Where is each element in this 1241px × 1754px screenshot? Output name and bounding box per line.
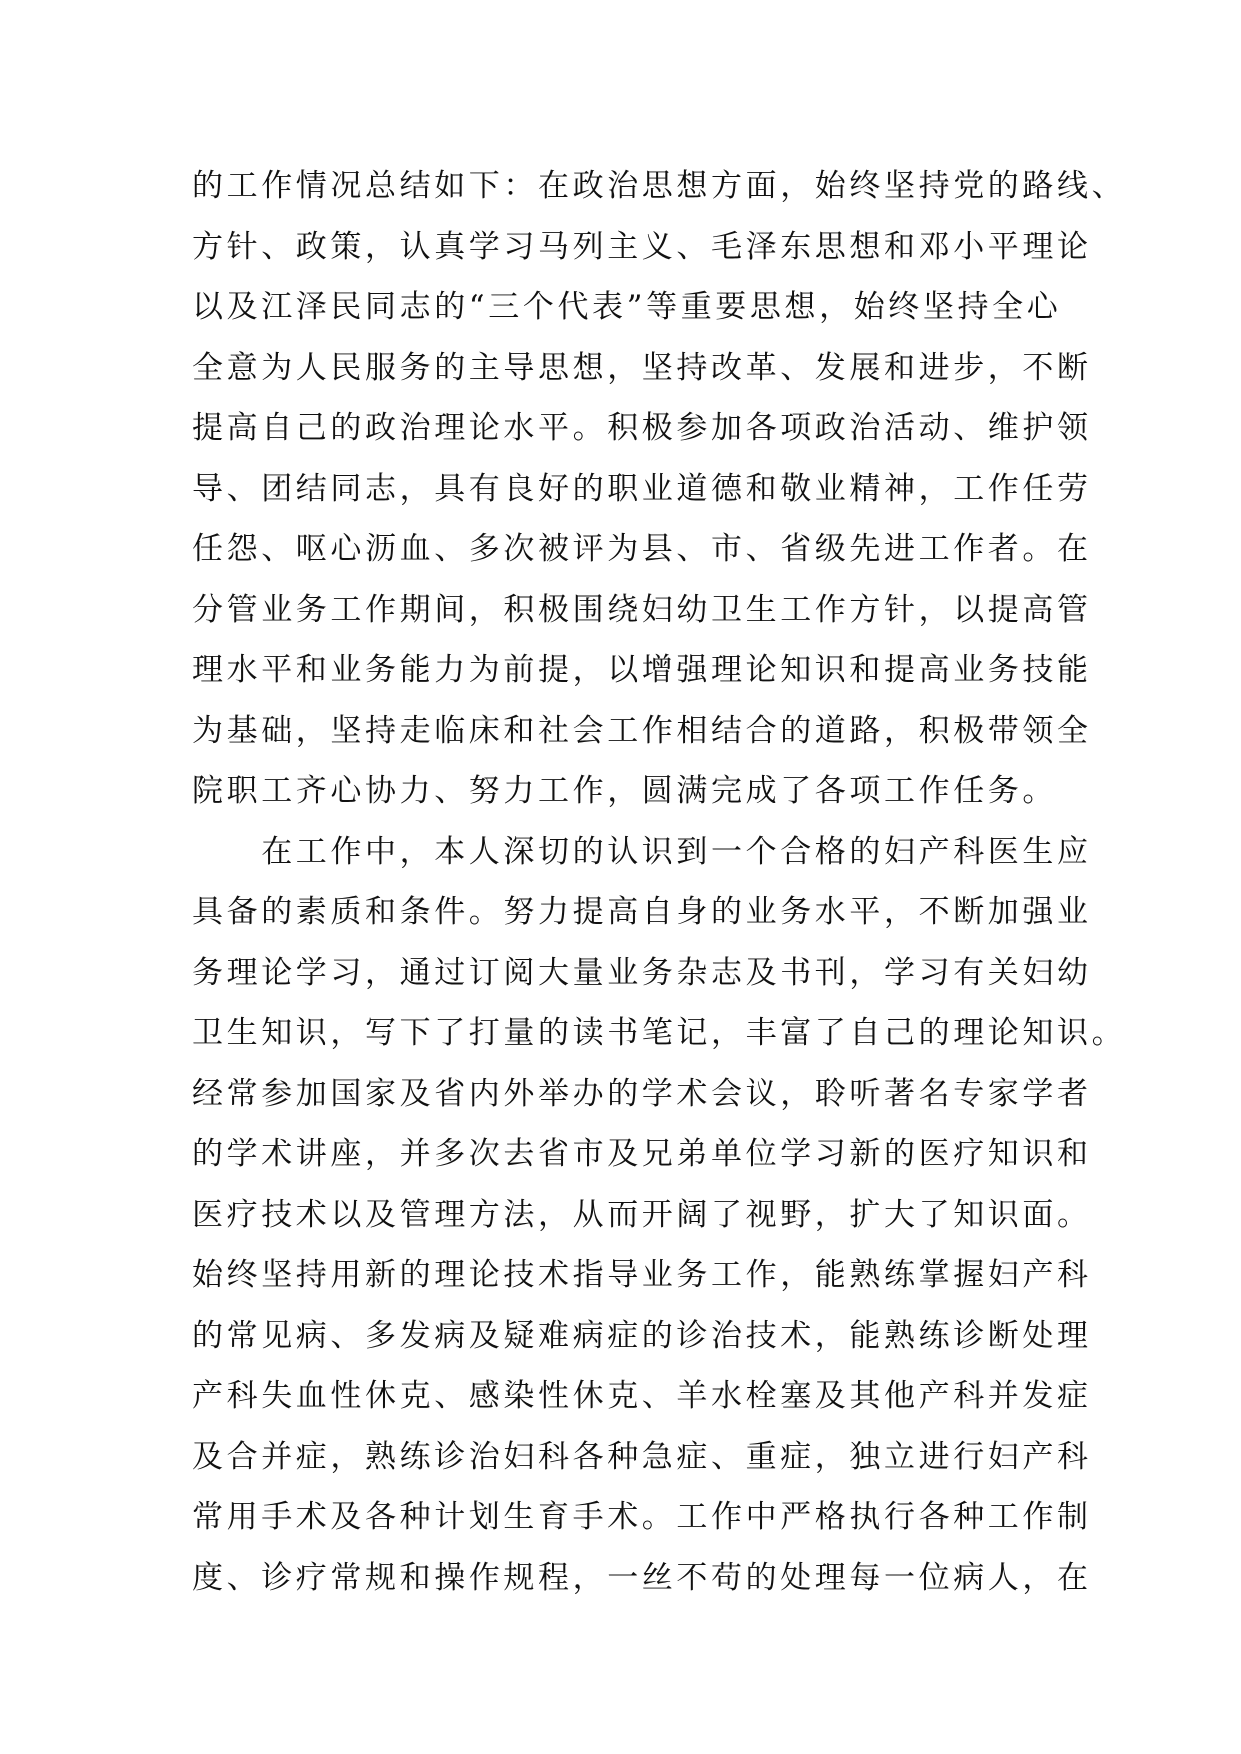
text-line: 分管业务工作期间，积极围绕妇幼卫生工作方针，以提高管 xyxy=(192,591,1092,628)
text-line: 具备的素质和条件。努力提高自身的业务水平，不断加强业 xyxy=(192,894,1092,930)
text-line: 任怨、呕心沥血、多次被评为县、市、省级先进工作者。在 xyxy=(192,531,1092,567)
text-line: 的常见病、多发病及疑难病症的诊治技术，能熟练诊断处理 xyxy=(192,1317,1092,1354)
text-line: 常用手术及各种计划生育手术。工作中严格执行各种工作制 xyxy=(192,1499,1092,1535)
text-line: 卫生知识，写下了打量的读书笔记，丰富了自己的理论知识。 xyxy=(192,1015,1127,1051)
text-line: 医疗技术以及管理方法，从而开阔了视野，扩大了知识面。 xyxy=(192,1196,1092,1233)
text-line: 导、团结同志，具有良好的职业道德和敬业精神，工作任劳 xyxy=(192,470,1092,507)
text-line: 以及江泽民同志的“三个代表”等重要思想，始终坚持全心 xyxy=(192,289,1062,325)
paragraph-start-line: 在工作中，本人深切的认识到一个合格的妇产科医生应 xyxy=(192,833,1092,870)
text-line: 院职工齐心协力、努力工作，圆满完成了各项工作任务。 xyxy=(192,773,1057,809)
text-line: 度、诊疗常规和操作规程，一丝不苟的处理每一位病人，在 xyxy=(192,1559,1092,1596)
text-line: 方针、政策，认真学习马列主义、毛泽东思想和邓小平理论 xyxy=(192,228,1092,265)
text-line: 的工作情况总结如下：在政治思想方面，始终坚持党的路线、 xyxy=(192,168,1127,204)
text-line: 理水平和业务能力为前提，以增强理论知识和提高业务技能 xyxy=(192,652,1092,688)
text-line: 经常参加国家及省内外举办的学术会议，聆听著名专家学者 xyxy=(192,1075,1092,1112)
text-line: 始终坚持用新的理论技术指导业务工作，能熟练掌握妇产科 xyxy=(192,1257,1092,1293)
text-line: 产科失血性休克、感染性休克、羊水栓塞及其他产科并发症 xyxy=(192,1378,1092,1414)
text-line: 务理论学习，通过订阅大量业务杂志及书刊，学习有关妇幼 xyxy=(192,954,1092,991)
text-line: 全意为人民服务的主导思想，坚持改革、发展和进步，不断 xyxy=(192,349,1092,386)
body-text xyxy=(192,156,1127,1608)
text-line: 提高自己的政治理论水平。积极参加各项政治活动、维护领 xyxy=(192,410,1092,446)
text-line: 及合并症，熟练诊治妇科各种急症、重症，独立进行妇产科 xyxy=(192,1438,1092,1475)
text-line: 为基础，坚持走临床和社会工作相结合的道路，积极带领全 xyxy=(192,712,1092,749)
text-line: 的学术讲座，并多次去省市及兄弟单位学习新的医疗知识和 xyxy=(192,1136,1092,1172)
